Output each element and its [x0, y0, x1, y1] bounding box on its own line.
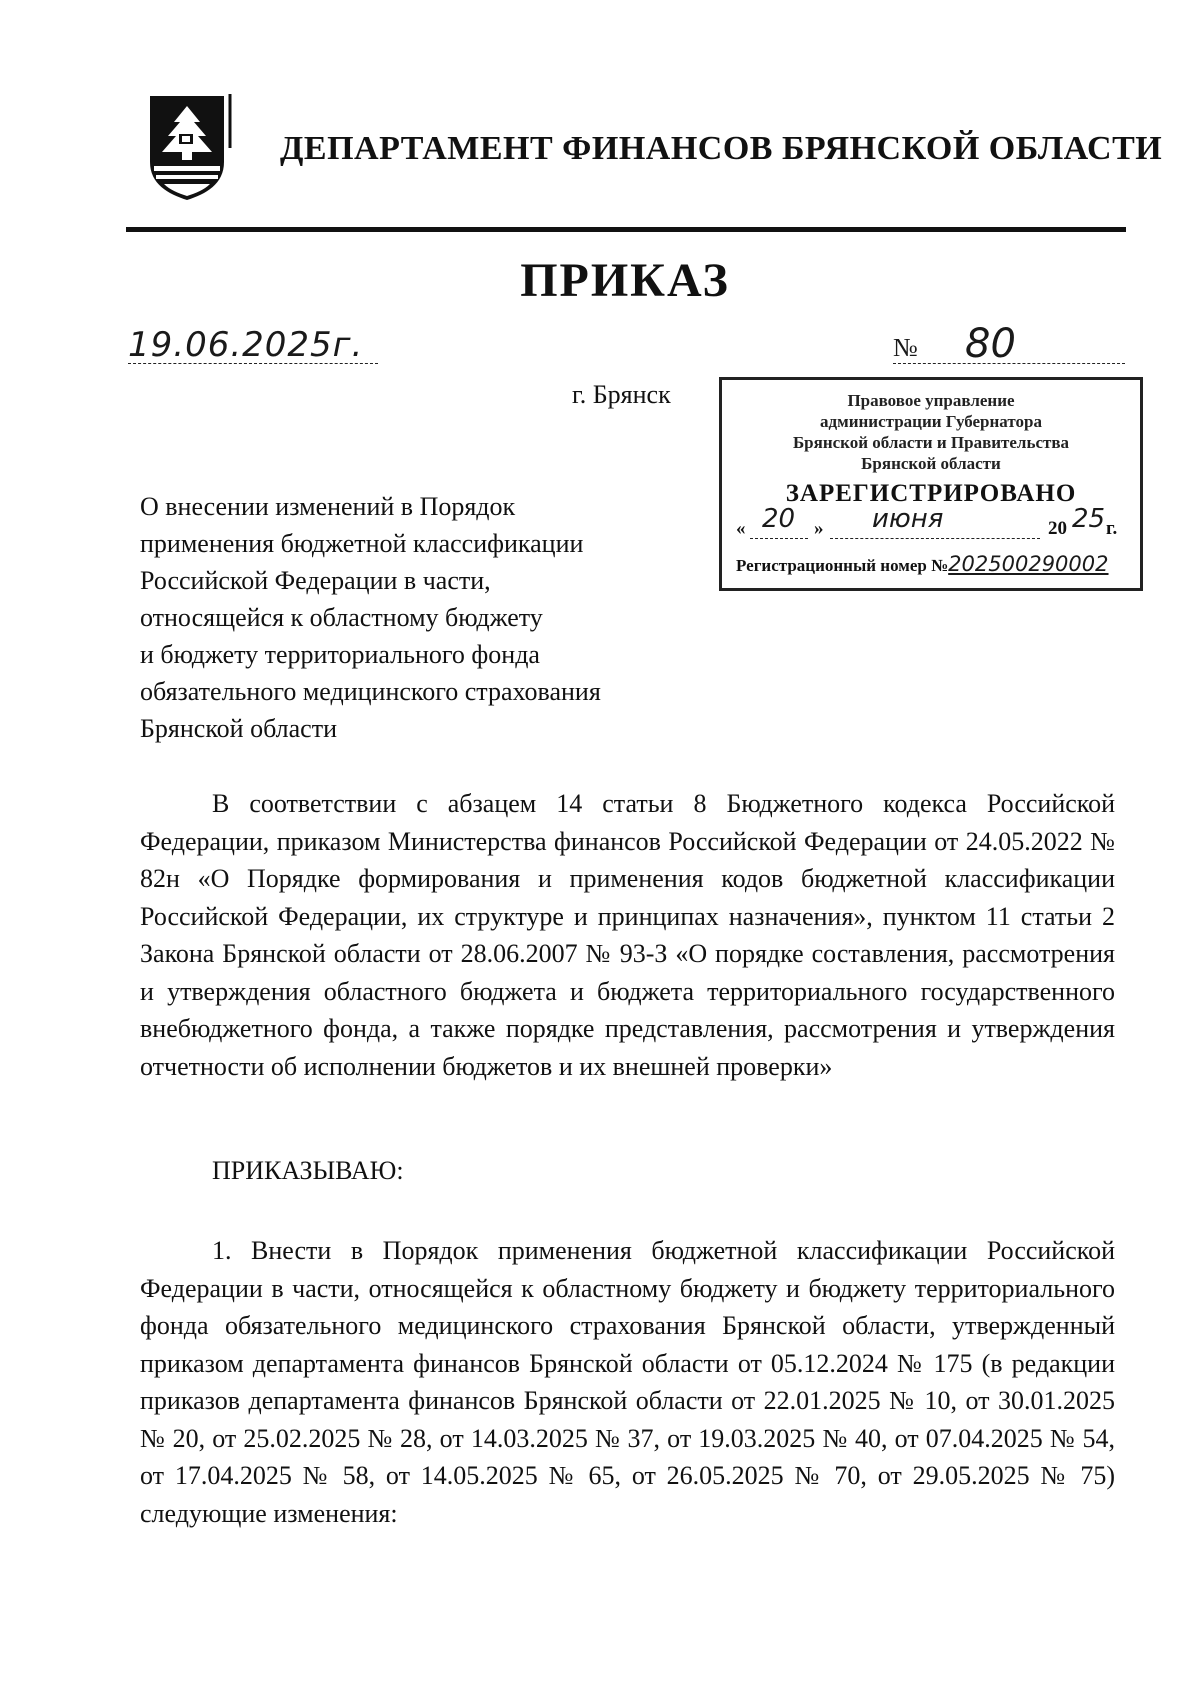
number-sign: № — [893, 333, 918, 362]
stamp-reg-number-handwritten: 202500290002 — [948, 552, 1109, 576]
subject-line: обязательного медицинского страхования — [140, 677, 601, 706]
order-number — [893, 321, 1125, 367]
stamp-quote-close: » — [814, 518, 824, 539]
city: г. Брянск — [572, 380, 671, 409]
stamp-year-handwritten: 25 — [1072, 504, 1106, 534]
stamp-reg-label: Регистрационный номер № — [736, 556, 949, 575]
subject-line: и бюджету территориального фонда — [140, 640, 540, 669]
stamp-registered: ЗАРЕГИСТРИРОВАНО — [785, 480, 1077, 507]
stamp-date — [736, 504, 1130, 539]
order-word: ПРИКАЗЫВАЮ: — [212, 1156, 404, 1185]
preamble-paragraph: В соответствии с абзацем 14 статьи 8 Бюджетного кодекса Российской Федерации, приказом Министерства финансов Российской Федерации от 24.05.2022 № 82н «О Порядке формирования и применения кодов бюджетной классификации Российской Федерации, их структуре и принципах назначения», пунктом 11 статьи 2 Закона Брянской области от 28.06.2007 № 93-З «О порядке составления, рассмотрения и утверждения областного бюджета и бюджета территориального государственного внебюджетного фонда, а также порядке представления, рассмотрения и утверждения отчетности об исполнении бюджетов и их внешней проверки» — [140, 789, 1115, 1081]
subject-line: применения бюджетной классификации — [140, 529, 584, 558]
registration-stamp — [719, 377, 1143, 591]
subject-line: О внесении изменений в Порядок — [140, 492, 516, 521]
subject-line: Брянской области — [140, 714, 337, 743]
order-number-handwritten: 80 — [965, 321, 1016, 367]
department-title: ДЕПАРТАМЕНТ ФИНАНСОВ БРЯНСКОЙ ОБЛАСТИ — [280, 130, 1163, 167]
stamp-year-prefix: 20 — [1048, 518, 1067, 539]
order-subject — [140, 488, 700, 747]
stamp-line-3: Брянской области и Правительства — [792, 433, 1070, 452]
bryansk-coat-of-arms-icon — [146, 92, 242, 204]
stamp-line-4: Брянской области — [861, 454, 1001, 473]
order-date — [128, 325, 378, 364]
order-date-handwritten: 19.06.2025г. — [128, 325, 364, 365]
stamp-year-unit: г. — [1106, 518, 1118, 539]
stamp-registration-number — [736, 552, 1132, 576]
stamp-quote-open: « — [736, 518, 746, 539]
document-type-title: ПРИКАЗ — [520, 254, 730, 307]
header-divider — [126, 227, 1126, 232]
stamp-line-2: администрации Губернатора — [820, 412, 1042, 431]
stamp-line-1: Правовое управление — [847, 391, 1015, 410]
item-1-paragraph: 1. Внести в Порядок применения бюджетной классификации Российской Федерации в части, относящейся к областному бюджету и бюджету территориального фонда обязательного медицинского страхования Брянской области, утвержденный приказом департамента финансов Брянской области от 05.12.2024 № 175 (в редакции приказов департамента финансов Брянской области от 22.01.2025 № 10, от 30.01.2025 № 20, от 25.02.2025 № 28, от 14.03.2025 № 37, от 19.03.2025 № 40, от 07.04.2025 № 54, от 17.04.2025 № 58, от 14.05.2025 № 65, от 26.05.2025 № 70, от 29.05.2025 № 75) следующие изменения: — [140, 1236, 1115, 1528]
subject-line: Российской Федерации в части, — [140, 566, 491, 595]
subject-line: относящейся к областному бюджету — [140, 603, 543, 632]
stamp-month-handwritten: июня — [872, 504, 944, 534]
stamp-day-handwritten: 20 — [762, 504, 796, 534]
